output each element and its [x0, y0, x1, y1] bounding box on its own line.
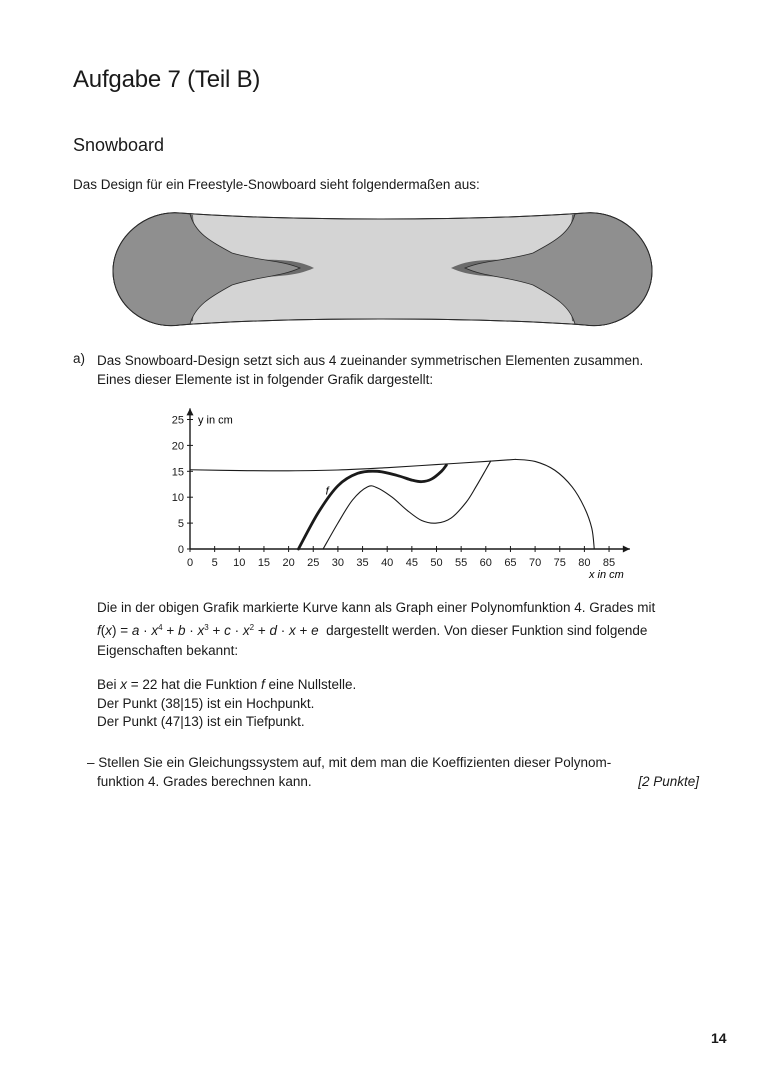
- chart-ticks: [172, 415, 615, 570]
- properties-list: [97, 676, 356, 732]
- section-title: Snowboard: [73, 135, 165, 155]
- snowboard-illustration: [110, 205, 655, 330]
- x-tick-label: 10: [233, 557, 246, 569]
- formula-line: $f(x) = a \cdot x^4 + b \cdot x^3 + c \cdot x^2 + d \cdot x + e$ dargestellt werden. Von dieser Funktion sind folgende: [97, 623, 648, 638]
- x-tick-label: 30: [331, 557, 345, 569]
- x-tick-label: 55: [455, 557, 468, 569]
- x-axis-arrow: [623, 546, 630, 553]
- curve-f: [298, 465, 446, 549]
- x-tick-label: 20: [282, 557, 295, 569]
- x-axis-label: x in cm: [588, 569, 624, 581]
- x-tick-label: 0: [186, 557, 194, 569]
- y-tick-label: 5: [177, 518, 184, 531]
- x-tick-label: 45: [405, 557, 418, 569]
- curve-outline-1: [323, 461, 491, 549]
- x-tick-label: 85: [602, 557, 616, 569]
- x-tick-label: 70: [528, 557, 542, 569]
- property-minimum: Der Punkt (47|13) ist ein Tiefpunkt.: [97, 714, 305, 729]
- chart-series: [190, 459, 594, 549]
- function-chart: [160, 402, 640, 587]
- x-tick-label: 5: [211, 557, 218, 569]
- task-a-text: [97, 351, 737, 389]
- x-tick-label: 50: [430, 557, 443, 569]
- description-line-2-rest: dargestellt werden. Von dieser Funktion sind folgende: [326, 623, 648, 638]
- description-line-1: Die in der obigen Grafik markierte Kurve kann als Graph einer Polynomfunktion 4. Grades mit: [97, 600, 656, 615]
- page-number: 14: [711, 1030, 727, 1046]
- task-item: [87, 753, 699, 791]
- curve-outline-3: [515, 459, 594, 549]
- property-maximum: Der Punkt (38|15) ist ein Hochpunkt.: [97, 695, 315, 711]
- task-a-line-2: Eines dieser Elemente ist in folgender Grafik dargestellt:: [97, 372, 434, 387]
- curve-outline-2: [190, 459, 515, 470]
- points-label: [2 Punkte]: [638, 774, 699, 789]
- x-tick-label: 15: [257, 557, 271, 569]
- description-text: [97, 598, 717, 661]
- x-tick-label: 75: [553, 557, 566, 569]
- y-axis-label: y in cm: [198, 414, 233, 427]
- page-title: Aufgabe 7 (Teil B): [73, 66, 261, 93]
- y-tick-label: 25: [171, 414, 184, 427]
- x-tick-label: 40: [381, 557, 394, 569]
- property-zero: Bei x = 22 hat die Funktion f eine Nullstelle.: [97, 677, 357, 692]
- curve-label-f: f: [325, 485, 329, 498]
- x-tick-label: 25: [307, 557, 320, 569]
- task-a-marker: a): [73, 351, 86, 366]
- y-tick-label: 0: [177, 544, 184, 556]
- task-line-2: funktion 4. Grades berechnen kann. [2 Punkte]: [97, 774, 699, 789]
- x-tick-label: 80: [578, 557, 591, 569]
- task-a-line-1: Das Snowboard-Design setzt sich aus 4 zueinander symmetrischen Elementen zusammen.: [97, 353, 644, 368]
- intro-text: Das Design für ein Freestyle-Snowboard sieht folgendermaßen aus:: [73, 177, 480, 192]
- y-axis-arrow: [187, 408, 194, 415]
- x-tick-label: 65: [504, 557, 517, 569]
- task-line-1: – Stellen Sie ein Gleichungssystem auf, mit dem man die Koeffizienten dieser Polynom-: [87, 755, 612, 770]
- description-line-3: Eigenschaften bekannt:: [97, 643, 239, 658]
- x-tick-label: 35: [356, 557, 369, 569]
- y-tick-label: 10: [171, 492, 184, 505]
- y-tick-label: 20: [171, 440, 184, 453]
- x-tick-label: 60: [479, 557, 492, 569]
- y-tick-label: 15: [171, 466, 184, 479]
